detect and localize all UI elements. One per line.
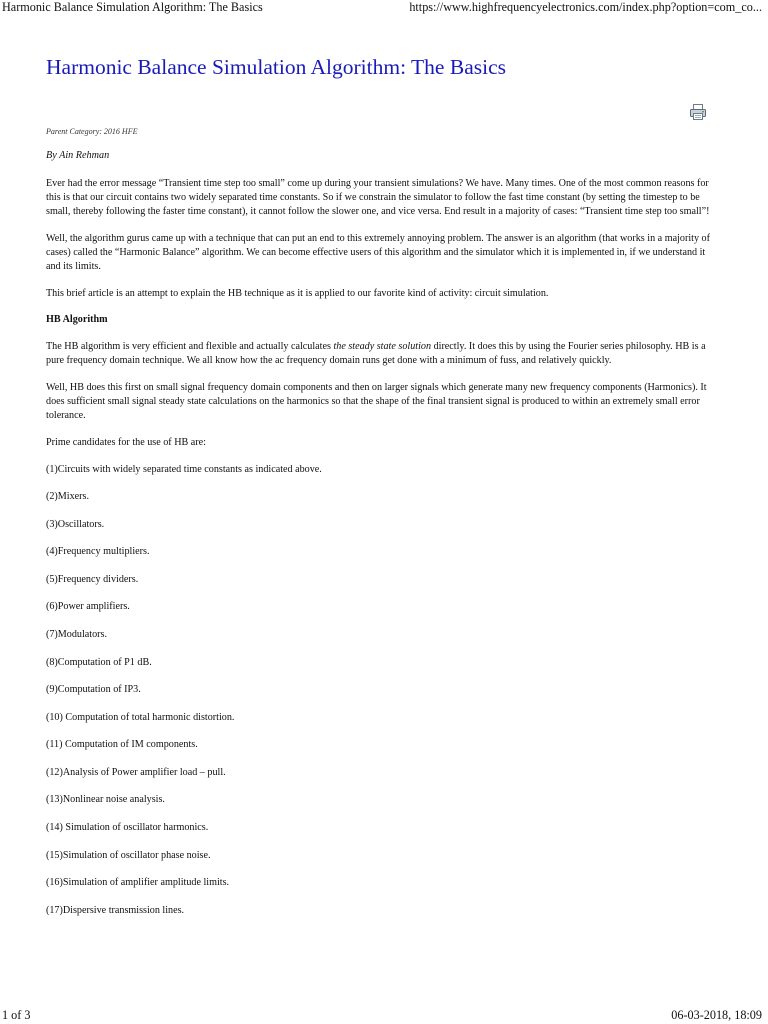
print-button[interactable] bbox=[689, 103, 707, 121]
print-icon bbox=[689, 103, 707, 121]
list-item: (15)Simulation of oscillator phase noise. bbox=[46, 849, 211, 861]
list-item: (10) Computation of total harmonic distortion. bbox=[46, 711, 235, 723]
list-item: (3)Oscillators. bbox=[46, 518, 105, 530]
candidates-intro: Prime candidates for the use of HB are: bbox=[46, 436, 206, 448]
header-url: https://www.highfrequencyelectronics.com/index.php?option=com_co... bbox=[409, 0, 762, 14]
hb-paragraph-2: Well, HB does this first on small signal frequency domain components and then on larger signals which generate many new frequency components (Harmonics). It does sufficient small signal steady state calculations on the harmonics so that the shape of the final transient signal is produced to within an extremely small error tolerance. bbox=[46, 382, 707, 421]
list-item: (7)Modulators. bbox=[46, 628, 108, 640]
print-footer bbox=[0, 1008, 768, 1024]
candidates-list bbox=[46, 463, 722, 918]
list-item: (16)Simulation of amplifier amplitude limits. bbox=[46, 877, 230, 889]
header-page-title: Harmonic Balance Simulation Algorithm: The Basics bbox=[2, 0, 263, 14]
footer-timestamp: 06-03-2018, 18:09 bbox=[671, 1008, 762, 1022]
hb-paragraph-1-end: directly. It does this by using the Fourier series philosophy. HB is a pure frequency domain technique. We all know how the ac frequency domain runs get done with a minimum of fuss, and relatively quickly. bbox=[46, 341, 706, 366]
intro-paragraph-1: Ever had the error message “Transient time step too small” come up during your transient simulations? We have. Many times. One of the most common reasons for this is that our circuit contains two widely separated time constants. So if we constrain the simulator to follow the fast time constant (by setting the timestep to be small, thereby following the faster time constant), it cannot follow the slower one, and vice versa. End result in a majority of cases: “Transient time step too small”! bbox=[46, 178, 710, 217]
list-item: (14) Simulation of oscillator harmonics. bbox=[46, 822, 209, 834]
list-item: (12)Analysis of Power amplifier load – pull. bbox=[46, 766, 226, 778]
list-item: (8)Computation of P1 dB. bbox=[46, 656, 152, 668]
parent-category: Parent Category: 2016 HFE bbox=[46, 127, 138, 136]
article-body bbox=[46, 177, 722, 931]
list-item: (11) Computation of IM components. bbox=[46, 739, 198, 751]
article-title[interactable]: Harmonic Balance Simulation Algorithm: The Basics bbox=[46, 55, 506, 79]
list-item: (13)Nonlinear noise analysis. bbox=[46, 794, 165, 806]
list-item: (1)Circuits with widely separated time constants as indicated above. bbox=[46, 463, 322, 475]
footer-page-number: 1 of 3 bbox=[2, 1008, 31, 1022]
intro-paragraph-3: This brief article is an attempt to explain the HB technique as it is applied to our favorite kind of activity: circuit simulation. bbox=[46, 287, 549, 299]
list-item: (9)Computation of IP3. bbox=[46, 684, 141, 696]
list-item: (17)Dispersive transmission lines. bbox=[46, 904, 185, 916]
author-byline: By Ain Rehman bbox=[46, 150, 110, 161]
section-heading-hb-algorithm: HB Algorithm bbox=[46, 314, 108, 326]
hb-paragraph-1 bbox=[46, 340, 722, 368]
list-item: (6)Power amplifiers. bbox=[46, 601, 130, 613]
intro-paragraph-2: Well, the algorithm gurus came up with a technique that can put an end to this extremely annoying problem. The answer is an algorithm (that works in a majority of cases) called the “Harmonic Balance” algorithm. We can become effective users of this algorithm and the simulator which it is implemented in, if we understand it and its limits. bbox=[46, 232, 710, 272]
list-item: (5)Frequency dividers. bbox=[46, 573, 139, 585]
list-item: (4)Frequency multipliers. bbox=[46, 546, 150, 558]
hb-paragraph-1-start: The HB algorithm is very efficient and flexible and actually calculates bbox=[46, 341, 334, 352]
print-header bbox=[0, 0, 768, 18]
list-item: (2)Mixers. bbox=[46, 491, 90, 503]
hb-paragraph-1-emphasis: the steady state solution bbox=[333, 341, 432, 352]
